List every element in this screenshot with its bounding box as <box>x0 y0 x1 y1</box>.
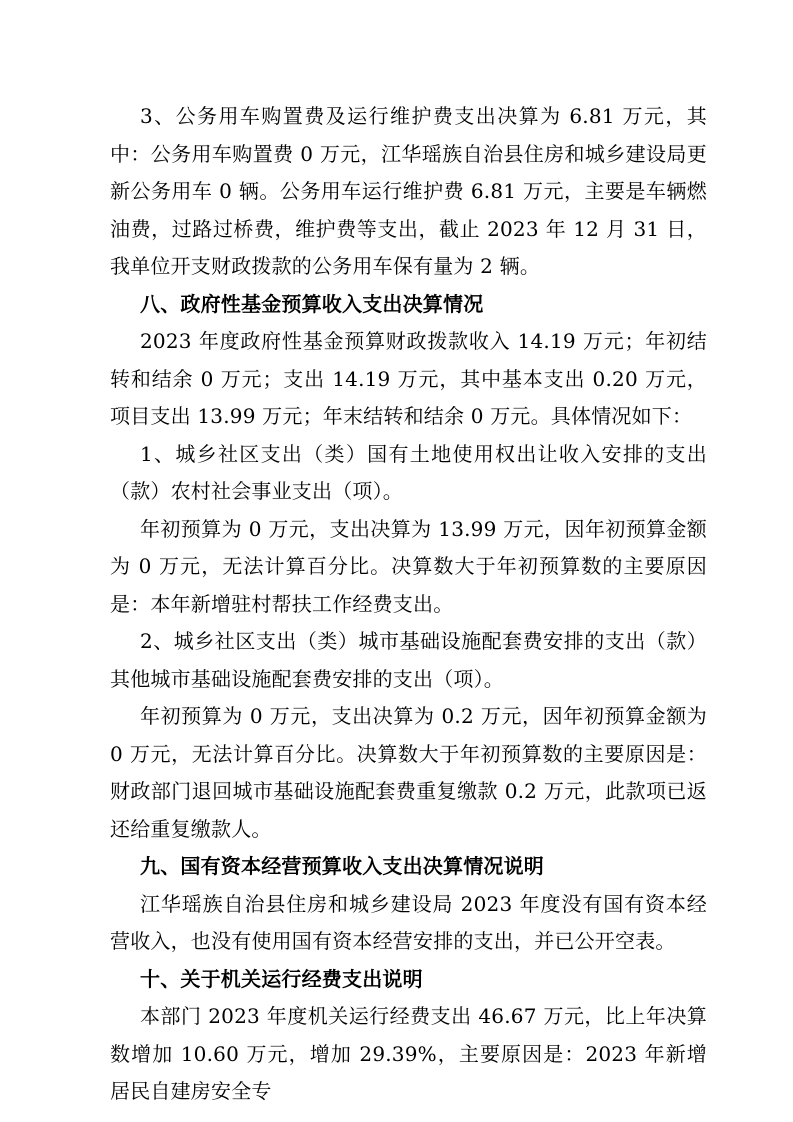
paragraph-item-1-title: 1、城乡社区支出（类）国有土地使用权出让收入安排的支出（款）农村社会事业支出（项）。 <box>110 441 707 503</box>
paragraph-item-2-title: 2、城乡社区支出（类）城市基础设施配套费安排的支出（款）其他城市基础设施配套费安排的支出（项）。 <box>110 629 707 691</box>
heading-section-10: 十、关于机关运行经费支出说明 <box>140 966 423 991</box>
paragraph-operating-expense: 本部门 2023 年度机关运行经费支出 46.67 万元，比上年决算数增加 10.60 万元，增加 29.39%，主要原因是：2023 年新增居民自建房安全专 <box>110 1004 707 1103</box>
paragraph-fund-summary: 2023 年度政府性基金预算财政拨款收入 14.19 万元；年初结转和结余 0 万元；支出 14.19 万元，其中基本支出 0.20 万元，项目支出 13.99 万元；年末结转和结余 0 万元。具体情况如下： <box>110 329 707 428</box>
heading-section-9: 九、国有资本经营预算收入支出决算情况说明 <box>140 854 544 878</box>
paragraph-item-1-detail: 年初预算为 0 万元，支出决算为 13.99 万元，因年初预算金额为 0 万元，无法计算百分比。决算数大于年初预算数的主要原因是：本年新增驻村帮扶工作经费支出。 <box>110 516 707 616</box>
heading-section-8: 八、政府性基金预算收入支出决算情况 <box>140 291 484 316</box>
paragraph-vehicle-expense: 3、公务用车购置费及运行维护费支出决算为 6.81 万元，其中：公务用车购置费 0 万元，江华瑶族自治县住房和城乡建设局更新公务用车 0 辆。公务用车运行维护费 6.81 万元，主要是车辆燃油费，过路过桥费，维护费等支出，截止 2023 年 12 月 31 日，我单位开支财政拨款的公务用车保有量为 2 辆。 <box>110 104 707 278</box>
paragraph-item-2-detail: 年初预算为 0 万元，支出决算为 0.2 万元，因年初预算金额为 0 万元，无法计算百分比。决算数大于年初预算数的主要原因是：财政部门退回城市基础设施配套费重复缴款 0.2 万元，此款项已返还给重复缴款人。 <box>110 704 707 841</box>
paragraph-state-capital: 江华瑶族自治县住房和城乡建设局 2023 年度没有国有资本经营收入，也没有使用国有资本经营安排的支出，并已公开空表。 <box>110 891 707 953</box>
